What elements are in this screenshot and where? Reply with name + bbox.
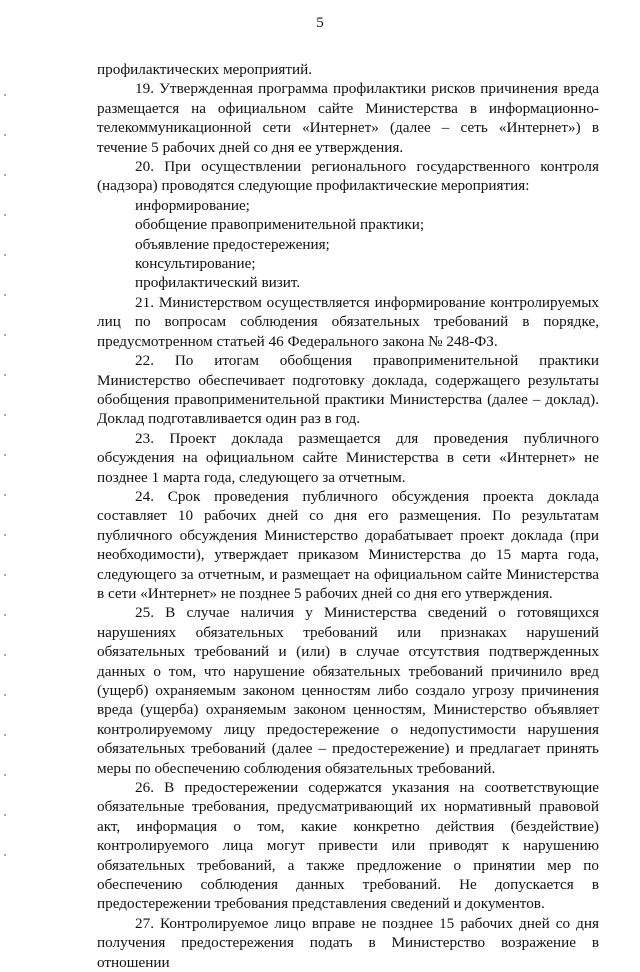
list-item-preventive-visit: профилактический визит. bbox=[135, 274, 301, 292]
list-item-warning: объявление предостережения; bbox=[135, 235, 330, 253]
page-number: 5 bbox=[316, 15, 324, 31]
list-item-informing: информирование; bbox=[135, 196, 250, 214]
paragraph-24: 24. Срок проведения публичного обсуждения проекта доклада составляет 10 рабочих дней со дня его размещения. По результатам публичного обсуждения Министерство дорабатывает проект доклада (при необходимости), утверждает приказом Министерства до 15 марта года, следующего за отчетным, и размещает на официальном сайте Министерства в сети «Интернет» не позднее 5 рабочих дней со дня его утверждения. bbox=[97, 487, 599, 602]
paragraph-20: 20. При осуществлении регионального государственного контроля (надзора) проводятся следующие профилактические мероприятия: bbox=[97, 158, 599, 195]
list-item-generalization: обобщение правоприменительной практики; bbox=[135, 216, 425, 234]
paragraph-25: 25. В случае наличия у Министерства сведений о готовящихся нарушениях обязательных требований или признаках нарушений обязательных требований и (или) в случае отсутствия подтвержденных данных о том, что нарушение обязательных требований причинило вред (ущерб) охраняемым законом ценностям либо создало угрозу причинения вреда (ущерба) охраняемым законом ценностям, Министерство объявляет контролируемому лицу предостережение о недопустимости нарушения обязательных требований (далее – предостережение) и предлагает принять меры по обеспечению соблюдения обязательных требований. bbox=[97, 604, 599, 777]
paragraph-continuation: профилактических мероприятий. bbox=[97, 61, 313, 78]
paragraph-27: 27. Контролируемое лицо вправе не позднее 15 рабочих дней со дня получения предостережения подать в Министерство возражение в отношении bbox=[97, 914, 599, 971]
paragraph-23: 23. Проект доклада размещается для проведения публичного обсуждения на официальном сайте Министерства в сети «Интернет» не позднее 1 марта года, следующего за отчетным. bbox=[97, 429, 599, 486]
paragraph-21: 21. Министерством осуществляется информирование контролируемых лиц по вопросам соблюдения обязательных требований в порядке, предусмотренном статьей 46 Федерального закона № 248-ФЗ. bbox=[97, 293, 599, 350]
document-body bbox=[97, 60, 599, 972]
paragraph-19: 19. Утвержденная программа профилактики рисков причинения вреда размещается на официальном сайте Министерства в информационно-телекоммуникационной сети «Интернет» (далее – сеть «Интернет») в течение 5 рабочих дней со дня ее утверждения. bbox=[97, 80, 599, 156]
list-item-consulting: консультирование; bbox=[135, 255, 256, 273]
paragraph-26: 26. В предостережении содержатся указания на соответствующие обязательные требования, предусматривающий их нормативный правовой акт, информация о том, какие конкретно действия (бездействие) контролируемого лица могут привести или приводят к нарушению обязательных требований, а также предложение о принятии мер по обеспечению соблюдения данных требований. Не допускается в предостережении требования представления сведений и документов. bbox=[97, 779, 599, 913]
paragraph-22: 22. По итогам обобщения правоприменительной практики Министерство обеспечивает подготовку доклада, содержащего результаты обобщения правоприменительной практики Министерства (далее – доклад). Доклад подготавливается один раз в год. bbox=[97, 352, 599, 428]
scan-edge-artifact bbox=[4, 80, 6, 880]
